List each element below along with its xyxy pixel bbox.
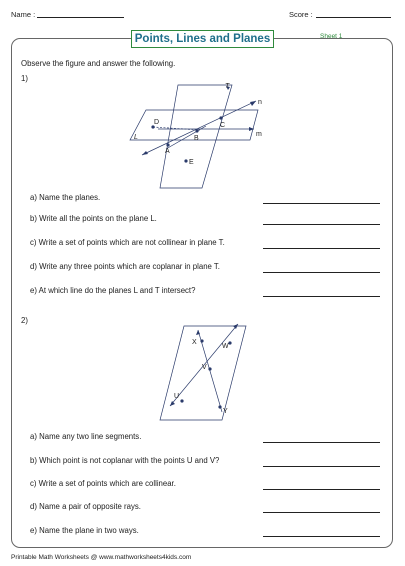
label-b: B: [194, 135, 199, 142]
point-u: [180, 399, 183, 402]
section2-question-b: b) Which point is not coplanar with the points U and V?: [30, 456, 220, 465]
answer-line-2d[interactable]: [263, 512, 380, 513]
answer-line-1e[interactable]: [263, 296, 380, 297]
section1-number: 1): [21, 74, 28, 83]
answer-line-1c[interactable]: [263, 248, 380, 249]
score-line[interactable]: [316, 17, 391, 18]
section2-question-e: e) Name the plane in two ways.: [30, 526, 139, 535]
section1-question-e: e) At which line do the planes L and T intersect?: [30, 286, 196, 295]
sheet-label: Sheet 1: [320, 33, 343, 40]
label-x: X: [192, 339, 197, 346]
section2-question-d: d) Name a pair of opposite rays.: [30, 502, 141, 511]
label-u: U: [174, 393, 180, 400]
answer-line-1b[interactable]: [263, 224, 380, 225]
point-v: [208, 367, 211, 370]
answer-line-2a[interactable]: [263, 442, 380, 443]
point-y: [218, 405, 221, 408]
section1-question-a: a) Name the planes.: [30, 193, 101, 202]
score-label: Score :: [289, 10, 313, 19]
worksheet-title: [131, 30, 274, 48]
name-line[interactable]: [37, 17, 124, 18]
point-e: [184, 159, 187, 162]
section2-question-a: a) Name any two line segments.: [30, 432, 142, 441]
label-d: D: [154, 119, 160, 126]
footer-credit: Printable Math Worksheets @ www.mathworksheets4kids.com: [11, 554, 192, 561]
label-v: V: [202, 364, 207, 371]
section1-question-c: c) Write a set of points which are not collinear in plane T.: [30, 238, 225, 247]
answer-line-2e[interactable]: [263, 536, 380, 537]
section1-question-b: b) Write all the points on the plane L.: [30, 214, 157, 223]
instruction: Observe the figure and answer the following.: [21, 59, 176, 68]
point-c: [219, 116, 222, 119]
point-b: [195, 129, 198, 132]
label-n: n: [258, 99, 262, 106]
label-l: L: [134, 134, 138, 141]
label-m: m: [256, 131, 262, 138]
label-a: A: [165, 148, 170, 155]
label-w: W: [222, 343, 229, 350]
label-t: T: [225, 83, 230, 90]
title-text: Points, Lines and Planes: [134, 33, 271, 45]
section2-number: 2): [21, 316, 28, 325]
label-y: Y: [223, 408, 228, 415]
figure-2-plane-with-lines: [150, 318, 260, 428]
label-c: C: [220, 122, 226, 129]
answer-line-1d[interactable]: [263, 272, 380, 273]
answer-line-2c[interactable]: [263, 489, 380, 490]
label-e: E: [189, 159, 194, 166]
figure-1-intersecting-planes: [120, 78, 280, 198]
point-w: [228, 341, 231, 344]
segment-db: [153, 127, 200, 130]
section1-question-d: d) Write any three points which are coplanar in plane T.: [30, 262, 220, 271]
point-a: [166, 143, 169, 146]
section2-question-c: c) Write a set of points which are collinear.: [30, 479, 176, 488]
answer-line-1a[interactable]: [263, 203, 380, 204]
line-n: [142, 101, 256, 155]
name-label: Name :: [11, 10, 36, 19]
point-x: [200, 339, 203, 342]
answer-line-2b[interactable]: [263, 466, 380, 467]
